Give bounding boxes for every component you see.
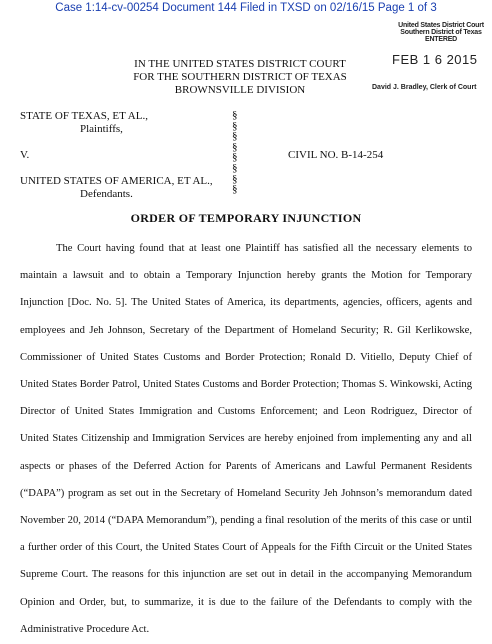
document-title: ORDER OF TEMPORARY INJUNCTION xyxy=(130,211,362,225)
court-heading xyxy=(90,58,390,97)
filing-stamp xyxy=(392,22,490,43)
stamp-status: ENTERED xyxy=(424,36,458,43)
court-line-3: BROWNSVILLE DIVISION xyxy=(174,84,306,96)
court-line-2: FOR THE SOUTHERN DISTRICT OF TEXAS xyxy=(133,71,347,83)
stamp-date: FEB 1 6 2015 xyxy=(392,52,478,67)
order-paragraph: The Court having found that at least one Plaintiff has satisfied all the necessary elements to maintain a lawsuit and to obtain a Temporary Injunction hereby grants the Motion for Temporary Injunction [Doc. No. 5]. The United States of America, its departments, agencies, officers, agents and employees and Jeh Johnson, Secretary of the Department of Homeland Security; R. Gil Kerlikowske, Commissioner of United States Customs and Border Protection; Ronald D. Vitiello, Deputy Chief of United States Border Patrol, United States Customs and Border Protection; Thomas S. Winkowski, Acting Director of United States Immigration and Customs Enforcement; and Leon Rodriguez, Director of United States Citizenship and Immigration Services are hereby enjoined from implementing any and all aspects or phases of the Deferred Action for Parents of Americans and Lawful Permanent Residents (“DAPA”) program as set out in the Secretary of Homeland Security Jeh Johnson’s memorandum dated November 20, 2014 (“DAPA Memorandum”), pending a final resolution of the merits of this case or until a further order of this Court, the United States Court of Appeals for the Fifth Circuit or the United States Supreme Court. The reasons for this injunction are set out in detail in the accompanying Memorandum Opinion and Order, but, to summarize, it is due to the failure of the Defendants to comply with the Administrative Procedure Act. xyxy=(20,243,472,635)
defendant-role: Defendants. xyxy=(80,188,133,200)
stamp-court-name: United States District Court xyxy=(398,22,484,29)
stamp-clerk: David J. Bradley, Clerk of Court xyxy=(372,84,477,91)
defendant-name: UNITED STATES OF AMERICA, ET AL., xyxy=(20,175,213,187)
court-line-1: IN THE UNITED STATES DISTRICT COURT xyxy=(134,58,346,70)
plaintiff-name: STATE OF TEXAS, ET AL., xyxy=(20,110,148,122)
stamp-district: Southern District of Texas xyxy=(400,29,482,36)
case-caption xyxy=(20,110,220,201)
civil-number: CIVIL NO. B-14-254 xyxy=(288,149,384,161)
plaintiff-role: Plaintiffs, xyxy=(80,123,123,135)
section-marks: § § § § § § § § xyxy=(232,109,238,196)
versus: V. xyxy=(20,149,30,161)
ecf-header: Case 1:14-cv-00254 Document 144 Filed in TXSD on 02/16/15 Page 1 of 3 xyxy=(55,2,437,14)
